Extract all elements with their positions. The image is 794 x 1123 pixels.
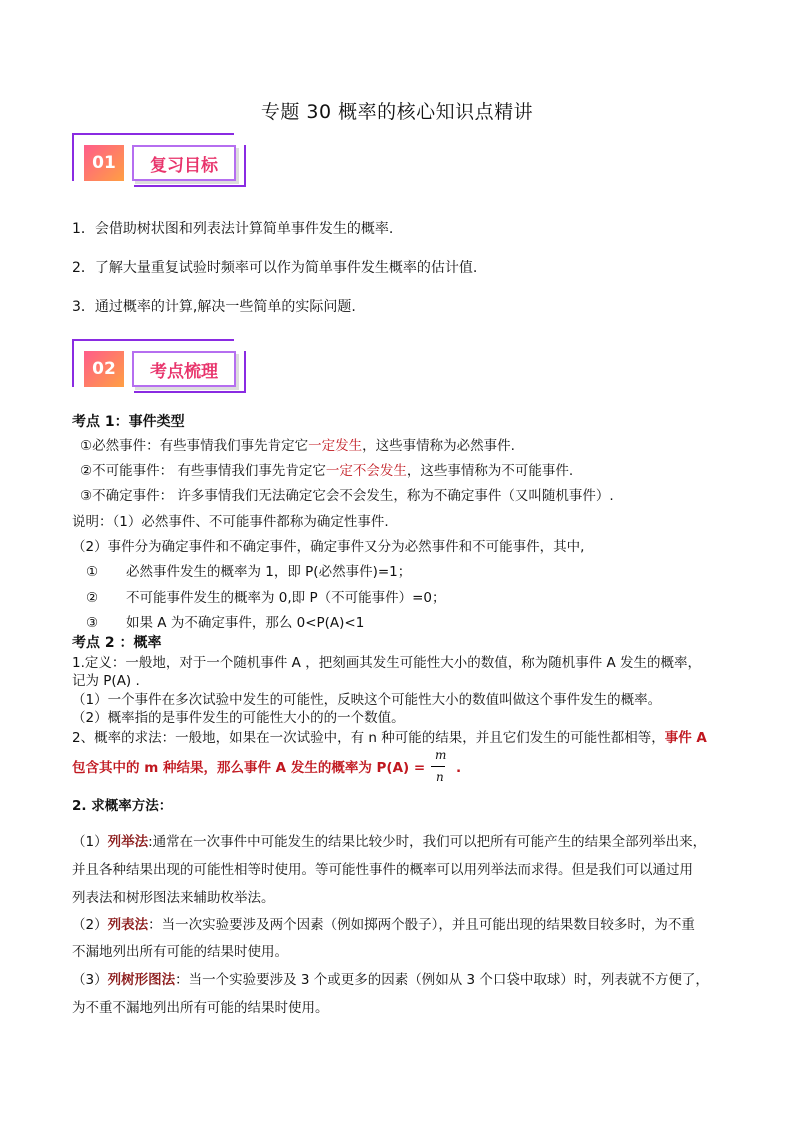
kp1-item-impossible: [80, 461, 573, 481]
fraction-bar: [431, 766, 445, 767]
method-paragraph: 为不重不漏地列出所有可能的结果时使用。: [72, 1000, 329, 1016]
text: 2、概率的求法：一般地，如果在一次试验中，有 n 种可能的结果，并且它们发生的可能性都相等，: [72, 730, 665, 746]
kp2-text: 1.定义：一般地，对于一个随机事件 A ，把刻画其发生可能性大小的数值，称为随机事件 A 发生的概率，: [72, 655, 702, 671]
text: （2）: [72, 917, 108, 933]
kp1-item-certain: [80, 436, 515, 456]
kp1-note: 说明：（1）必然事件、不可能事件都称为确定性事件.: [72, 514, 389, 530]
method-name: 列举法: [107, 834, 149, 850]
method-paragraph: 不漏地列出所有可能的结果时使用。: [72, 944, 288, 960]
kp2-heading: 考点 2 ：概率: [72, 635, 162, 651]
highlight: 事件 A: [664, 730, 707, 746]
marker: ①: [86, 564, 99, 580]
period: .: [456, 760, 462, 776]
marker: ②: [86, 590, 99, 606]
method-paragraph: [72, 832, 706, 852]
method-name: 列表法: [107, 917, 149, 933]
section-number: 01: [82, 143, 126, 183]
page-title: 专题 30 概率的核心知识点精讲: [260, 101, 534, 123]
text: ②不可能事件： 有些事情我们事先肯定它: [80, 463, 326, 479]
kp2-text: 记为 P(A) .: [72, 673, 140, 689]
kp2-text: （1）一个事件在多次试验中发生的可能性，反映这个可能性大小的数值叫做这个事件发生的概率。: [72, 692, 662, 708]
method-paragraph: 列表法和树形图法来辅助枚举法。: [72, 890, 275, 906]
methods-heading: 2. 求概率方法：: [72, 798, 173, 814]
kp1-sub-item: [86, 588, 446, 608]
section-number: 02: [82, 349, 126, 389]
text: （3）: [72, 972, 108, 988]
text: 不可能事件发生的概率为 0,即 P（不可能事件）=0；: [126, 590, 446, 606]
text: ①必然事件：有些事情我们事先肯定它: [80, 438, 309, 454]
text: ，这些事情称为不可能事件.: [406, 463, 574, 479]
goal-item: 1．会借助树状图和列表法计算简单事件发生的概率.: [72, 221, 394, 237]
kp1-heading: 考点 1：事件类型: [72, 414, 185, 430]
kp1-sub-item: [86, 562, 411, 582]
text: 必然事件发生的概率为 1，即 P(必然事件)=1；: [126, 564, 412, 580]
text: ：当一个实验要涉及 3 个或更多的因素（例如从 3 个口袋中取球）时，列表就不方便了，: [175, 972, 709, 988]
section-badge-01: [72, 133, 252, 193]
method-name: 列树形图法: [107, 972, 176, 988]
section-badge-02: [72, 339, 252, 399]
text: 如果 A 为不确定事件，那么 0<P(A)<1: [126, 615, 365, 631]
section-label: 考点梳理: [132, 351, 236, 387]
method-paragraph: [72, 970, 709, 990]
method-paragraph: [72, 915, 695, 935]
fraction-numerator: m: [435, 748, 447, 762]
kp2-method-line: 包含其中的 m 种结果，那么事件 A 发生的概率为 P(A) =: [72, 760, 426, 776]
text: :通常在一次事件中可能发生的结果比较少时，我们可以把所有可能产生的结果全部列举出来，: [148, 834, 707, 850]
kp1-sub-item: [86, 613, 364, 633]
text: （1）: [72, 834, 108, 850]
goal-item: 2．了解大量重复试验时频率可以作为简单事件发生概率的估计值.: [72, 260, 478, 276]
fraction-denominator: n: [436, 770, 444, 784]
goal-item: 3．通过概率的计算,解决一些简单的实际问题.: [72, 299, 356, 315]
text: ，这些事情称为必然事件.: [362, 438, 515, 454]
kp2-method-line: [72, 728, 707, 748]
marker: ③: [86, 615, 99, 631]
kp2-text: （2）概率指的是事件发生的可能性大小的的一个数值。: [72, 710, 405, 726]
section-label: 复习目标: [132, 145, 236, 181]
kp1-item-uncertain: ③不确定事件： 许多事情我们无法确定它会不会发生，称为不确定事件（又叫随机事件）.: [80, 488, 614, 504]
highlight: 一定不会发生: [325, 463, 407, 479]
text: ：当一次实验要涉及两个因素（例如掷两个骰子），并且可能出现的结果数目较多时，为不重: [148, 917, 695, 933]
method-paragraph: 并且各种结果出现的可能性相等时使用。等可能性事件的概率可以用列举法而求得。但是我们可以通过用: [72, 862, 693, 878]
kp1-note: （2）事件分为确定事件和不确定事件，确定事件又分为必然事件和不可能事件，其中,: [72, 539, 585, 555]
highlight: 一定发生: [308, 438, 363, 454]
